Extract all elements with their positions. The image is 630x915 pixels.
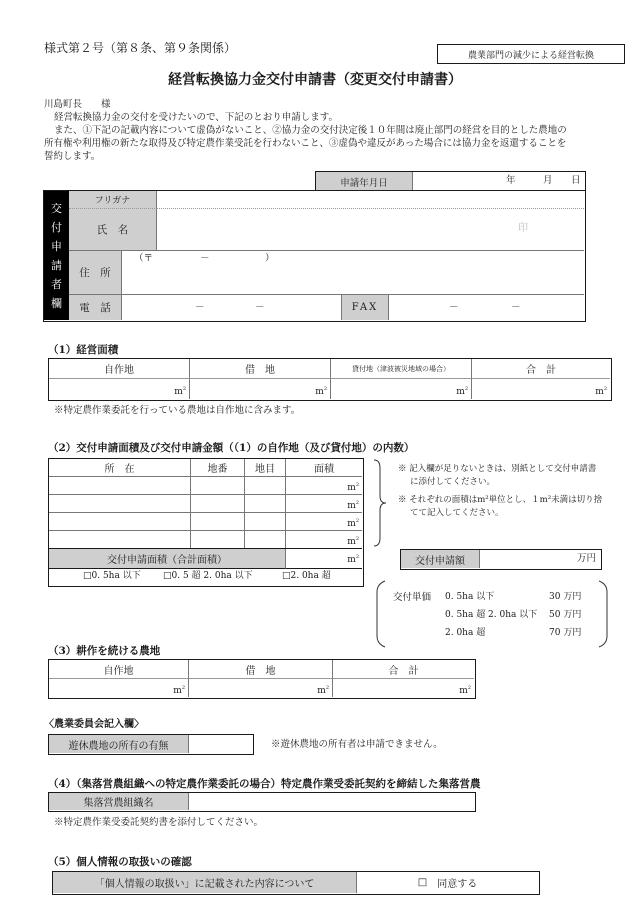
section2-heading: （2）交付申請面積及び交付申請金額（（1）の自作地（及び貸付地）の内数）: [48, 442, 415, 454]
category-field[interactable]: [245, 513, 286, 530]
section2-note-2b: てて記入してください。: [410, 508, 504, 518]
section2-col-location: [49, 459, 191, 477]
total-area-label-text: 交付申請面積（合計面積）: [107, 555, 227, 566]
area-field[interactable]: [286, 495, 362, 512]
section1-own-field[interactable]: [49, 379, 190, 399]
fax-dash-1: －: [449, 302, 459, 313]
furigana-label-text: フリガナ: [94, 196, 131, 206]
side-char: 付: [51, 221, 62, 234]
lot-field[interactable]: [191, 477, 245, 494]
category-field[interactable]: [245, 531, 286, 548]
section3-leased-field[interactable]: [189, 679, 333, 697]
section2-note-1a: ※ 記入欄が足りないときは、別紙として交付申請書: [398, 464, 597, 474]
application-date-field[interactable]: [413, 172, 585, 191]
furigana-label: [69, 191, 157, 209]
idle-farmland-label-text: 遊休農地の所有の有無: [68, 740, 169, 752]
side-char: 交: [51, 202, 62, 215]
idle-farmland-label: [49, 735, 189, 753]
section2-note-2a: ※ それぞれの面積はm²単位とし、１m²未満は切り捨: [398, 495, 603, 505]
sqm-unit: $m^2$: [595, 386, 607, 397]
section4-heading: （4）（集落営農組織への特定農作業委託の場合）特定農作業受委託契約を締結した集落営農: [48, 778, 481, 790]
total-area-field[interactable]: [286, 549, 362, 569]
section3-heading: （3）耕作を続ける農地: [48, 645, 161, 657]
section3-col-leased: [189, 660, 333, 679]
month-label: 月: [543, 175, 553, 186]
unit-price-range: 0. 5ha 超 2. 0ha 以下: [445, 610, 538, 620]
intro-line-4: 誓約します。: [44, 151, 101, 162]
phone-field[interactable]: [122, 295, 341, 320]
committee-note: ※遊休農地の所有者は申請できません。: [271, 739, 443, 750]
section3-table: [48, 659, 476, 699]
section2-col-category: [245, 459, 286, 477]
section5-heading: （5）個人情報の取扱いの確認: [48, 856, 192, 868]
section1-total-field[interactable]: [472, 379, 610, 399]
fax-label-text: FAX: [351, 302, 379, 313]
intro-line-2: また、①下記の記載内容について虚偽がないこと、②協力金の交付決定後１０年間は廃止部門の経営を目的とした農地の: [54, 125, 567, 136]
range-option-3[interactable]: □2. 0ha 超: [282, 571, 331, 581]
farming-org-label-text: 集落営農組織名: [83, 798, 154, 809]
location-field[interactable]: [49, 495, 191, 512]
sqm-unit: $m^2$: [347, 554, 359, 565]
section4-note: ※特定農作業受委託契約書を添付してください。: [54, 817, 264, 828]
section2-col-area-text: 面積: [314, 464, 334, 475]
idle-farmland-field[interactable]: [189, 735, 252, 753]
section1-col-leased: [190, 359, 331, 379]
section2-col-location-text: 所 在: [104, 464, 135, 475]
sqm-unit: $m^2$: [174, 386, 186, 397]
farming-org-box: [48, 792, 476, 812]
section1-col-leased-text: 借 地: [245, 365, 275, 376]
grant-amount-field[interactable]: [480, 550, 600, 568]
intro-line-3: 所有権や利用権の新たな取得及び特定農作業受託を行わないこと、③虚偽や違反があった場合には協力金を返還することを: [44, 138, 567, 149]
sqm-unit: $m^2$: [315, 386, 327, 397]
section2-col-area: [286, 459, 362, 477]
applicant-table: [43, 190, 586, 322]
phone-dash-2: －: [255, 302, 265, 313]
side-char: 者: [51, 278, 62, 291]
area-field[interactable]: [286, 513, 362, 530]
unit-price-range: 2. 0ha 超: [445, 628, 486, 638]
unit-price-label: 交付単価: [393, 592, 432, 603]
section3-total-field[interactable]: [333, 679, 474, 697]
section3-col-own: [49, 660, 189, 679]
intro-line-1: 経営転換協力金の交付を受けたいので、下記のとおり申請します。: [54, 112, 339, 123]
application-date-box: [315, 171, 586, 191]
privacy-label-text: 「個人情報の取扱い」に記載された内容について: [94, 879, 315, 890]
year-label: 年: [506, 175, 516, 186]
furigana-field[interactable]: [157, 191, 584, 209]
farming-org-label: [49, 793, 189, 810]
lot-field[interactable]: [191, 513, 245, 530]
section2-table: [48, 458, 364, 587]
agree-checkbox[interactable]: □: [417, 877, 428, 888]
agree-label: 同意する: [437, 879, 478, 890]
address-label: [69, 251, 122, 295]
area-range-options: [49, 569, 362, 585]
section2-col-lot-text: 地番: [207, 464, 228, 475]
grant-amount-box: [400, 549, 602, 570]
section1-col-total-text: 合 計: [526, 365, 556, 376]
category-field[interactable]: [245, 495, 286, 512]
sqm-unit: $m^2$: [347, 482, 359, 493]
sqm-unit: $m^2$: [347, 500, 359, 511]
unit-price-value: 50 万円: [549, 610, 582, 620]
lot-field[interactable]: [191, 495, 245, 512]
category-label: [437, 44, 625, 64]
form-number: 様式第２号（第８条、第９条関係）: [44, 41, 237, 55]
fax-field[interactable]: [389, 295, 584, 320]
address-field[interactable]: [122, 251, 584, 295]
grant-amount-unit: 万円: [576, 553, 596, 564]
area-field[interactable]: [286, 531, 362, 548]
sqm-unit: $m^2$: [173, 685, 185, 696]
grant-amount-label: [401, 550, 480, 568]
farming-org-field[interactable]: [189, 793, 474, 810]
application-date-label: [316, 172, 413, 191]
postal-prefix: （〒: [134, 253, 154, 264]
section3-own-field[interactable]: [49, 679, 189, 697]
grant-amount-label-text: 交付申請額: [415, 555, 465, 567]
applicant-side-label: [44, 191, 69, 320]
section1-col-own: [49, 359, 190, 379]
page-title: 経営転換協力金交付申請書（変更交付申請書）: [168, 72, 462, 88]
section2-note-1b: に添付してください。: [410, 477, 496, 487]
sqm-unit: $m^2$: [347, 518, 359, 529]
side-char: 申: [51, 240, 62, 253]
address-label-text: 住 所: [79, 267, 111, 279]
section3-col-total: [333, 660, 474, 679]
section3-col-total-text: 合 計: [388, 665, 419, 677]
section3-col-own-text: 自作地: [103, 665, 134, 677]
seal-mark: 印: [518, 223, 528, 234]
phone-label-text: 電 話: [79, 302, 111, 314]
phone-label: [69, 295, 122, 320]
name-label-text: 氏 名: [96, 224, 129, 236]
total-area-label: [49, 549, 286, 569]
sqm-unit: $m^2$: [459, 685, 471, 696]
application-date-label-text: 申請年月日: [340, 177, 388, 189]
area-field[interactable]: [286, 477, 362, 494]
section1-lent-field[interactable]: [331, 379, 472, 399]
section2-col-category-text: 地目: [255, 464, 275, 475]
category-label-text: 農業部門の減少による経営転換: [467, 50, 594, 61]
privacy-box: [52, 871, 540, 895]
lot-field[interactable]: [191, 531, 245, 548]
section1-col-own-text: 自作地: [104, 365, 134, 376]
section1-col-lent-text: 貸付地（津波被災地域の場合）: [352, 364, 450, 373]
committee-heading: 〈農業委員会記入欄〉: [44, 719, 144, 730]
right-brace-icon: [372, 458, 388, 548]
section2-col-lot: [191, 459, 245, 477]
sqm-unit: $m^2$: [347, 536, 359, 547]
category-field[interactable]: [245, 477, 286, 494]
range-option-2[interactable]: □0. 5 超 2. 0ha 以下: [163, 571, 253, 581]
table-row: [49, 477, 362, 495]
postal-close: ）: [265, 253, 275, 264]
fax-label: [341, 295, 389, 320]
section1-col-lent: [331, 359, 472, 379]
day-label: 日: [571, 175, 581, 186]
unit-price-value: 30 万円: [549, 592, 582, 602]
section1-leased-field[interactable]: [190, 379, 331, 399]
table-row: [49, 495, 362, 513]
addressee: 川島町長 様: [44, 99, 111, 110]
unit-price-range: 0. 5ha 以下: [445, 592, 495, 602]
idle-farmland-box: [48, 734, 254, 755]
section3-col-leased-text: 借 地: [245, 665, 276, 677]
privacy-agree-option[interactable]: [357, 872, 538, 893]
section1-note: ※特定農作業委託を行っている農地は自作地に含みます。: [54, 405, 301, 416]
location-field[interactable]: [49, 477, 191, 494]
name-field[interactable]: [157, 209, 584, 251]
postal-dash: －: [200, 253, 210, 264]
sqm-unit: $m^2$: [317, 685, 329, 696]
left-paren-icon: [376, 580, 386, 648]
phone-dash-1: －: [195, 302, 205, 313]
side-char: 欄: [51, 297, 62, 310]
range-option-1[interactable]: □0. 5ha 以下: [83, 571, 141, 581]
table-row: [49, 513, 362, 531]
section1-table: [48, 358, 612, 401]
unit-price-value: 70 万円: [549, 628, 582, 638]
section1-heading: （1）経営面積: [48, 344, 119, 356]
side-char: 請: [51, 259, 62, 272]
table-row: [49, 531, 362, 549]
sqm-unit: $m^2$: [456, 386, 468, 397]
name-label: [69, 209, 157, 251]
section1-col-total: [472, 359, 610, 379]
location-field[interactable]: [49, 531, 191, 548]
location-field[interactable]: [49, 513, 191, 530]
fax-dash-2: －: [511, 302, 521, 313]
right-paren-icon: [598, 580, 608, 648]
privacy-label: [53, 872, 357, 893]
